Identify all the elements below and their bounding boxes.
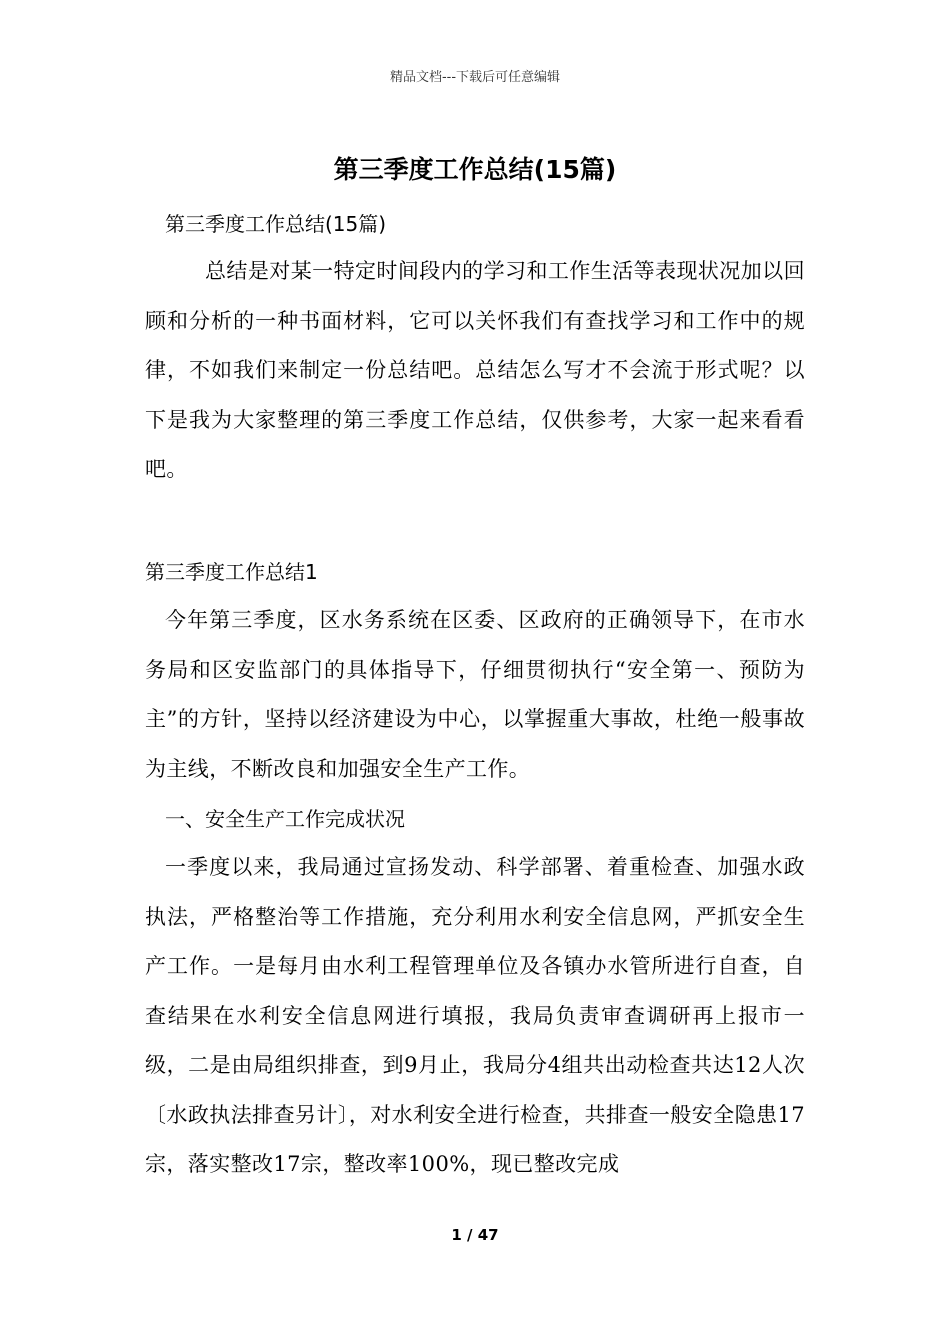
- document-subtitle: 第三季度工作总结(15篇): [165, 212, 387, 236]
- subsection-heading: 一、安全生产工作完成状况: [165, 807, 405, 831]
- document-title: 第三季度工作总结(15篇): [333, 155, 617, 184]
- page-header: 精品文档---下载后可任意编辑: [389, 70, 561, 85]
- section-paragraph: 今年第三季度，区水务系统在区委、区政府的正确领导下，在市水务局和区安监部门的具体指导下，仔细贯彻执行“安全第一、预防为主”的方针，坚持以经济建设为中心，以掌握重大事故，杜绝一般事故为主线，不断改良和加强安全生产工作。: [145, 608, 805, 781]
- section-heading: 第三季度工作总结1: [145, 560, 318, 584]
- intro-paragraph: 总结是对某一特定时间段内的学习和工作生活等表现状况加以回顾和分析的一种书面材料，它可以关怀我们有查找学习和工作中的规律，不如我们来制定一份总结吧。总结怎么写才不会流于形式呢？以下是我为大家整理的第三季度工作总结，仅供参考，大家一起来看看吧。: [145, 259, 805, 481]
- page-number: 1 / 47: [451, 1226, 499, 1244]
- subsection-paragraph: 一季度以来，我局通过宣扬发动、科学部署、着重检查、加强水政执法，严格整治等工作措施，充分利用水利安全信息网，严抓安全生产工作。一是每月由水利工程管理单位及各镇办水管所进行自查，自查结果在水利安全信息网进行填报，我局负责审查调研再上报市一级，二是由局组织排查，到9月止，我局分4组共出动检查共达12人次〔水政执法排查另计〕，对水利安全进行检查，共排查一般安全隐患17宗，落实整改17宗，整改率100%，现已整改完成: [145, 855, 805, 1176]
